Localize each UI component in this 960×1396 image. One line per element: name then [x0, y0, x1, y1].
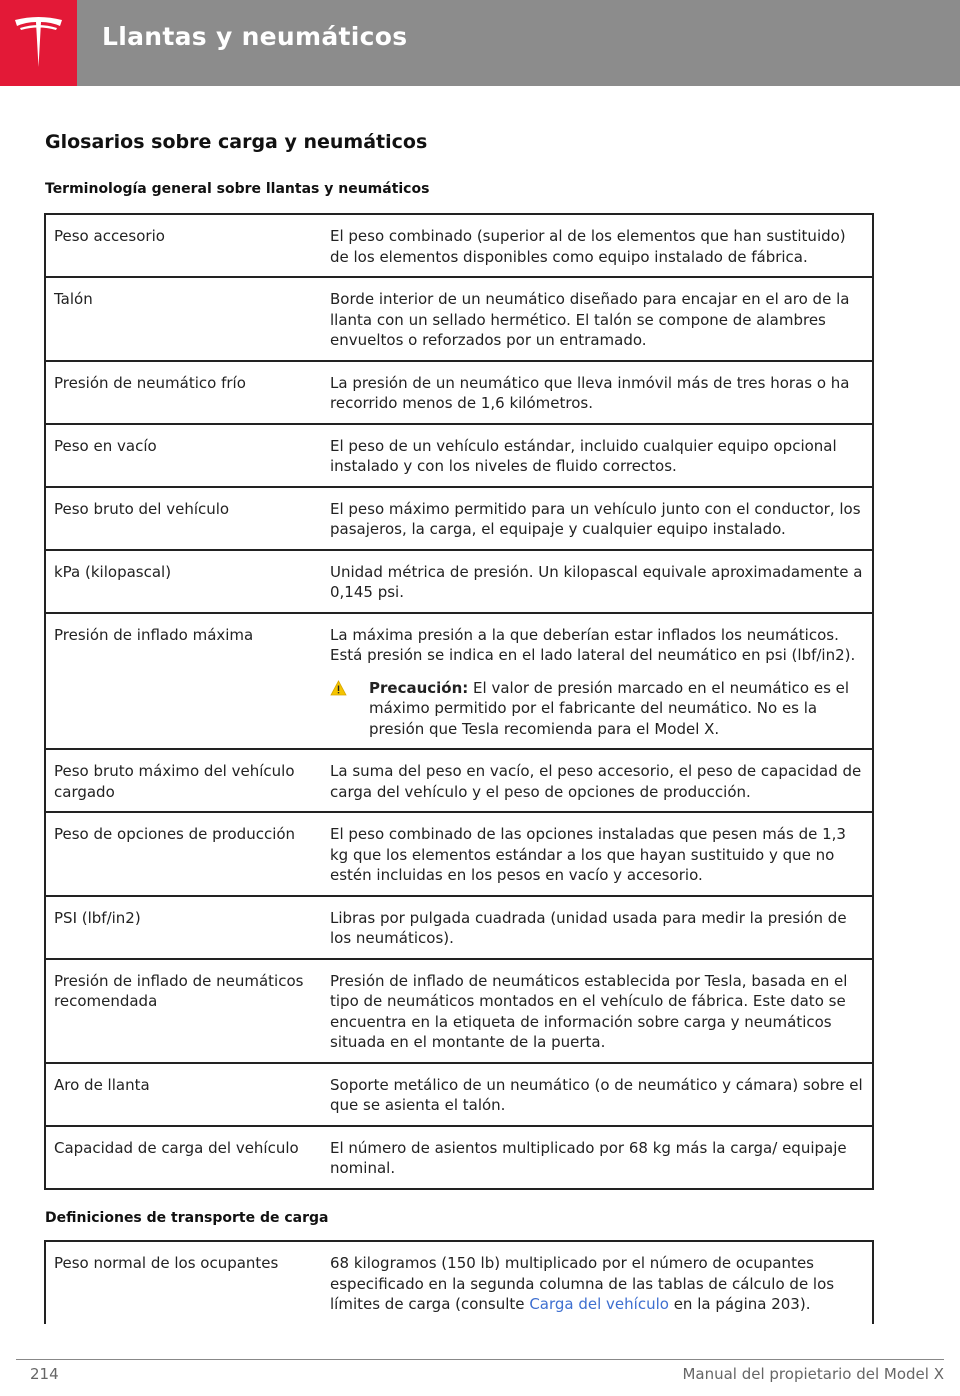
term-cell: kPa (kilopascal): [45, 550, 322, 613]
table-row: [45, 1241, 873, 1324]
definition-cell: Soporte metálico de un neumático (o de neumático y cámara) sobre el que se asienta el talón.: [322, 1063, 873, 1126]
term-cell: Peso normal de los ocupantes: [45, 1241, 322, 1324]
caution-label: Precaución:: [369, 678, 469, 697]
chapter-title: Llantas y neumáticos: [102, 22, 408, 51]
term-cell: Peso bruto máximo del vehículo cargado: [45, 749, 322, 812]
term-cell: Peso en vacío: [45, 424, 322, 487]
table-row: [45, 424, 873, 487]
definition-text-end: en la página 203).: [668, 1295, 811, 1313]
section-title-load-transport: Definiciones de transporte de carga: [45, 1210, 329, 1226]
page-header: [0, 0, 960, 86]
definition-cell: La suma del peso en vacío, el peso accesorio, el peso de capacidad de carga del vehículo y el peso de opciones de producción.: [322, 749, 873, 812]
vehicle-load-link[interactable]: Carga del vehículo: [529, 1295, 669, 1313]
definition-cell: [322, 1241, 873, 1324]
table-row: [45, 812, 873, 896]
table-row: [45, 613, 873, 750]
term-cell: Peso de opciones de producción: [45, 812, 322, 896]
caution-text: El valor de presión marcado en el neumático es el máximo permitido por el fabricante del neumático. No es la presión que Tesla recomienda para el Model X.: [369, 678, 850, 738]
page-number: 214: [30, 1365, 59, 1383]
table-row: [45, 487, 873, 550]
terminology-table: [44, 213, 874, 1190]
definition-text: La máxima presión a la que deberían estar inflados los neumáticos. Está presión se indica en el lado lateral del neumático en psi (lbf/in2).: [330, 625, 856, 664]
term-cell: Aro de llanta: [45, 1063, 322, 1126]
definition-text: 68 kilogramos (150 lb) multiplicado por el número de ocupantes especificado en la segunda columna de las tablas de cálculo de los límites de carga (consulte: [330, 1254, 835, 1313]
term-cell: Presión de inflado máxima: [45, 613, 322, 750]
table-row: [45, 749, 873, 812]
definition-cell: El número de asientos multiplicado por 68 kg más la carga/ equipaje nominal.: [322, 1126, 873, 1189]
manual-title: Manual del propietario del Model X: [682, 1365, 944, 1383]
definition-cell: El peso combinado de las opciones instaladas que pesen más de 1,3 kg que los elementos estándar a los que hayan sustituido y que no estén incluidas en los pesos en vacío y accesorio.: [322, 812, 873, 896]
definition-cell: La presión de un neumático que lleva inmóvil más de tres horas o ha recorrido menos de 1,6 kilómetros.: [322, 361, 873, 424]
term-cell: PSI (lbf/in2): [45, 896, 322, 959]
table-row: [45, 1063, 873, 1126]
term-cell: Presión de neumático frío: [45, 361, 322, 424]
tesla-logo-icon: [13, 16, 64, 68]
definition-cell: Unidad métrica de presión. Un kilopascal equivale aproximadamente a 0,145 psi.: [322, 550, 873, 613]
load-transport-table: [44, 1240, 874, 1324]
term-cell: Peso bruto del vehículo: [45, 487, 322, 550]
term-cell: Presión de inflado de neumáticos recomendada: [45, 959, 322, 1063]
table-row: [45, 277, 873, 361]
brand-logo: [0, 0, 77, 86]
definition-cell: [322, 613, 873, 750]
table-row: [45, 361, 873, 424]
table-row: [45, 214, 873, 277]
warning-icon: [330, 680, 347, 696]
definition-cell: Libras por pulgada cuadrada (unidad usada para medir la presión de los neumáticos).: [322, 896, 873, 959]
term-cell: Capacidad de carga del vehículo: [45, 1126, 322, 1189]
caution-note: [330, 678, 866, 740]
section-title-terminology: Terminología general sobre llantas y neumáticos: [45, 181, 430, 197]
definition-cell: Borde interior de un neumático diseñado para encajar en el aro de la llanta con un sellado hermético. El talón se compone de alambres envueltos o reforzados por un entramado.: [322, 277, 873, 361]
definition-cell: El peso máximo permitido para un vehículo junto con el conductor, los pasajeros, la carga, el equipaje y cualquier equipo instalado.: [322, 487, 873, 550]
table-row: [45, 1126, 873, 1189]
table-row: [45, 959, 873, 1063]
definition-cell: Presión de inflado de neumáticos establecida por Tesla, basada en el tipo de neumáticos montados en el vehículo de fábrica. Este dato se encuentra en la etiqueta de información sobre carga y neumáticos situada en el montante de la puerta.: [322, 959, 873, 1063]
table-row: [45, 896, 873, 959]
page-title: Glosarios sobre carga y neumáticos: [45, 131, 428, 153]
footer-divider: [16, 1359, 944, 1360]
term-cell: Peso accesorio: [45, 214, 322, 277]
definition-cell: El peso de un vehículo estándar, incluido cualquier equipo opcional instalado y con los niveles de fluido correctos.: [322, 424, 873, 487]
term-cell: Talón: [45, 277, 322, 361]
definition-cell: El peso combinado (superior al de los elementos que han sustituido) de los elementos disponibles como equipo instalado de fábrica.: [322, 214, 873, 277]
table-row: [45, 550, 873, 613]
